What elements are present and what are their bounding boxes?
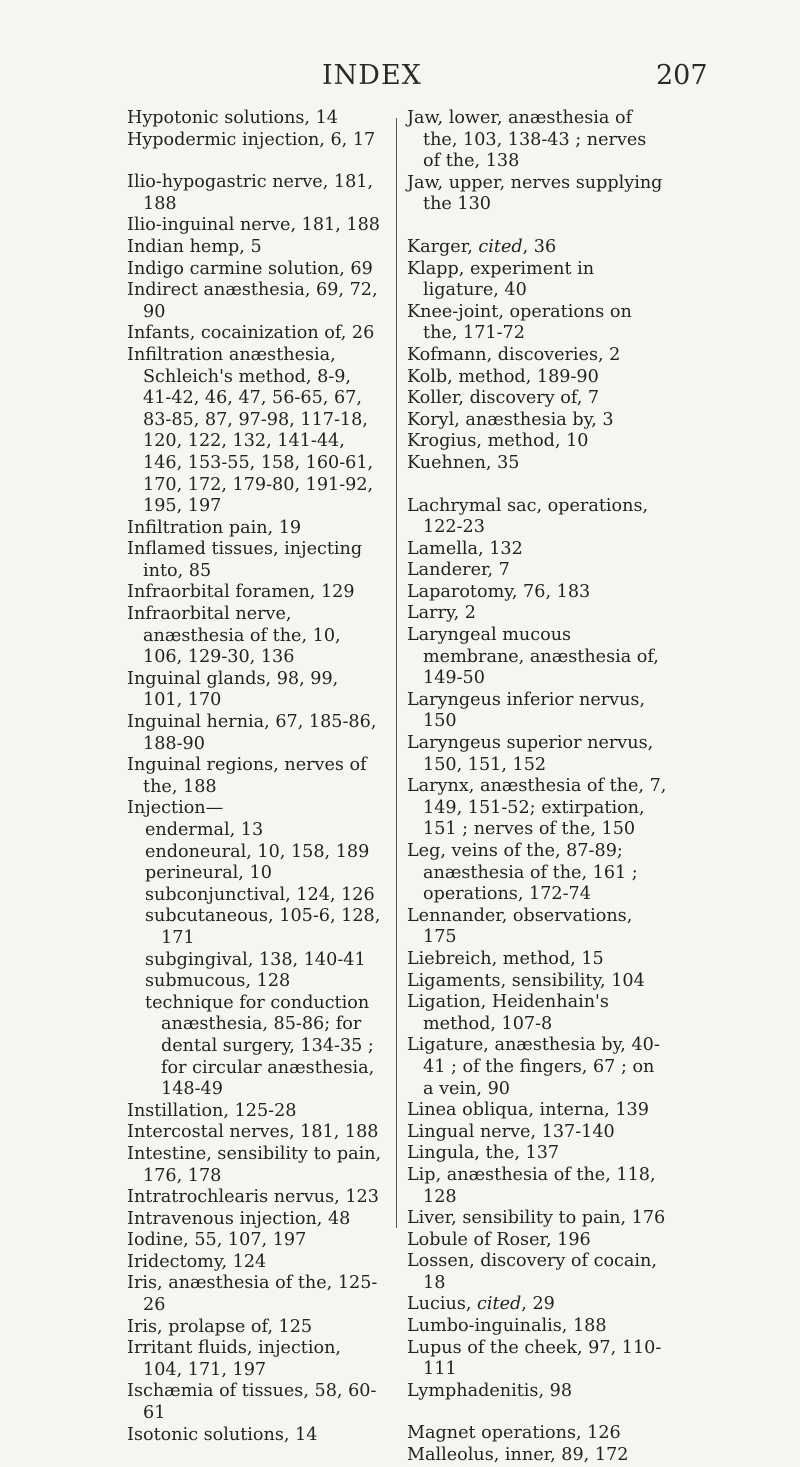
index-entry: Inguinal glands, 98, 99, 101, 170 bbox=[127, 668, 339, 711]
index-entry: Kuehnen, 35 bbox=[407, 452, 520, 473]
entry-text: , 36 bbox=[522, 236, 557, 257]
index-subentry: subconjunctival, 124, 126 bbox=[145, 884, 375, 905]
index-entry: Kofmann, discoveries, 2 bbox=[407, 344, 621, 365]
index-entry: Larynx, anæsthesia of the, 7, 149, 151-52; extirpation, 151 ; nerves of the, 150 bbox=[407, 776, 667, 840]
index-entry: Ilio-inguinal nerve, 181, 188 bbox=[127, 215, 380, 236]
index-entry: Malleolus, inner, 89, 172 bbox=[407, 1445, 629, 1466]
index-entry: Intercostal nerves, 181, 188 bbox=[127, 1122, 379, 1143]
index-entry: Liebreich, method, 15 bbox=[407, 948, 604, 969]
index-entry: Magnet operations, 126 bbox=[407, 1423, 621, 1444]
index-subentry: subgingival, 138, 140-41 bbox=[145, 949, 366, 970]
index-entry: Krogius, method, 10 bbox=[407, 431, 589, 452]
index-entry: Laryngeal mucous membrane, anæsthesia of, 149-50 bbox=[407, 625, 659, 689]
index-entry: Indian hemp, 5 bbox=[127, 236, 262, 257]
index-subentry: submucous, 128 bbox=[145, 971, 291, 992]
index-entry: Hypotonic solutions, 14 bbox=[127, 108, 339, 128]
index-entry: Irritant fluids, injection, 104, 171, 197 bbox=[127, 1338, 342, 1380]
index-entry: Lymphadenitis, 98 bbox=[407, 1380, 573, 1401]
index-entry: Leg, veins of the, 87-89; anæsthesia of the, 161 ; operations, 172-74 bbox=[407, 841, 638, 905]
index-entry: Larry, 2 bbox=[407, 603, 476, 624]
entry-group-gap bbox=[407, 1402, 669, 1423]
index-entry: Ischæmia of tissues, 58, 60-61 bbox=[127, 1381, 377, 1424]
index-entry: Jaw, lower, anæsthesia of the, 103, 138-43 ; nerves of the, 138 bbox=[407, 108, 647, 172]
index-entry: Indirect anæsthesia, 69, 72, 90 bbox=[127, 280, 378, 322]
index-entry: Iodine, 55, 107, 197 bbox=[127, 1230, 307, 1251]
index-subentry: endoneural, 10, 158, 189 bbox=[145, 841, 370, 862]
index-entry: Lingual nerve, 137-140 bbox=[407, 1121, 615, 1142]
index-entry: Linea obliqua, interna, 139 bbox=[407, 1100, 649, 1121]
index-entry: Infiltration anæsthesia, Schleich's method, 8-9, 41-42, 46, 47, 56-65, 67, 83-85, 87, 97-98, 117-18, 120, 122, 132, 141-44, 146, 153-55, 158, 160-61, 170, 172, 179-80, 191-92, 195, 197 bbox=[127, 344, 374, 517]
index-entry: Lip, anæsthesia of the, 118, 128 bbox=[407, 1164, 656, 1207]
entry-text: , 29 bbox=[521, 1294, 555, 1315]
entry-group-gap bbox=[407, 216, 669, 237]
index-entry: Iridectomy, 124 bbox=[127, 1251, 267, 1272]
index-entry: Liver, sensibility to pain, 176 bbox=[407, 1208, 666, 1229]
entry-group-gap bbox=[407, 475, 669, 496]
index-entry bbox=[407, 1294, 669, 1316]
index-entry: Inguinal regions, nerves of the, 188 bbox=[127, 755, 367, 797]
index-entry: Indigo carmine solution, 69 bbox=[127, 258, 373, 279]
index-entry: Jaw, upper, nerves supplying the 130 bbox=[407, 172, 663, 215]
index-entry: Lingula, the, 137 bbox=[407, 1143, 560, 1164]
index-entry: Koryl, anæsthesia by, 3 bbox=[407, 409, 614, 430]
index-entry: Infants, cocainization of, 26 bbox=[127, 323, 375, 344]
index-entry: Lennander, observations, 175 bbox=[407, 905, 633, 948]
entry-group-gap bbox=[127, 151, 382, 172]
index-entry: Klapp, experiment in ligature, 40 bbox=[407, 258, 595, 301]
index-subentry: subcutaneous, 105-6, 128, 171 bbox=[145, 906, 381, 948]
index-entry: Lossen, discovery of cocain, 18 bbox=[407, 1251, 657, 1293]
index-entry: Lamella, 132 bbox=[407, 538, 523, 559]
index-entry: Ilio-hypogastric nerve, 181, 188 bbox=[127, 172, 374, 214]
page-header bbox=[0, 60, 800, 100]
index-entry: Laryngeus superior nervus, 150, 151, 152 bbox=[407, 733, 654, 775]
index-entry: Lachrymal sac, operations, 122-23 bbox=[407, 495, 649, 538]
index-entry: Infraorbital nerve, anæsthesia of the, 10, 106, 129-30, 136 bbox=[127, 604, 341, 668]
index-entry: Intravenous injection, 48 bbox=[127, 1208, 351, 1229]
index-entry: Landerer, 7 bbox=[407, 560, 510, 581]
column-divider bbox=[396, 118, 397, 1228]
page-title: INDEX bbox=[322, 60, 422, 91]
entry-text: Lucius, bbox=[407, 1294, 478, 1315]
entry-emphasis: cited bbox=[477, 1294, 522, 1315]
index-entry: Infiltration pain, 19 bbox=[127, 517, 302, 538]
index-entry: Kolb, method, 189-90 bbox=[407, 366, 599, 387]
index-entry: Inflamed tissues, injecting into, 85 bbox=[127, 539, 363, 581]
index-entry: Laryngeus inferior nervus, 150 bbox=[407, 689, 646, 732]
index-entry: Injection— bbox=[127, 798, 224, 819]
index-entry: Lobule of Roser, 196 bbox=[407, 1229, 591, 1250]
index-entry: Instillation, 125-28 bbox=[127, 1100, 297, 1121]
index-entry: Hypodermic injection, 6, 17 bbox=[127, 129, 376, 150]
index-entry: Iris, anæsthesia of the, 125-26 bbox=[127, 1273, 378, 1316]
index-entry: Intestine, sensibility to pain, 176, 178 bbox=[127, 1143, 382, 1186]
index-entry: Laparotomy, 76, 183 bbox=[407, 581, 591, 602]
index-entry: Lupus of the cheek, 97, 110-111 bbox=[407, 1337, 662, 1380]
index-entry: Knee-joint, operations on the, 171-72 bbox=[407, 301, 632, 344]
index-entry: Isotonic solutions, 14 bbox=[127, 1424, 318, 1445]
index-entry: Infraorbital foramen, 129 bbox=[127, 582, 355, 603]
page-number: 207 bbox=[656, 60, 708, 91]
index-entry: Ligaments, sensibility, 104 bbox=[407, 970, 645, 991]
index-entry: Inguinal hernia, 67, 185-86, 188-90 bbox=[127, 712, 377, 754]
index-entry: Lumbo-inguinalis, 188 bbox=[407, 1316, 607, 1337]
index-entry: Ligation, Heidenhain's method, 107-8 bbox=[407, 992, 609, 1034]
index-subentry: technique for conduction anæsthesia, 85-86; for dental surgery, 134-35 ; for circular anæsthesia, 148-49 bbox=[145, 992, 375, 1100]
index-entry: Ligature, anæsthesia by, 40-41 ; of the fingers, 67 ; on a vein, 90 bbox=[407, 1035, 660, 1099]
index-entry: Intratrochlearis nervus, 123 bbox=[127, 1187, 379, 1208]
index-entry bbox=[407, 237, 669, 259]
index-subentry: perineural, 10 bbox=[145, 863, 272, 884]
entry-text: Karger, bbox=[407, 236, 479, 257]
index-entry: Koller, discovery of, 7 bbox=[407, 388, 600, 409]
entry-emphasis: cited bbox=[478, 236, 523, 257]
index-entry: Iris, prolapse of, 125 bbox=[127, 1316, 313, 1337]
index-column-right bbox=[407, 108, 669, 1467]
index-column-left bbox=[127, 108, 382, 1446]
index-subentry: endermal, 13 bbox=[145, 820, 264, 840]
